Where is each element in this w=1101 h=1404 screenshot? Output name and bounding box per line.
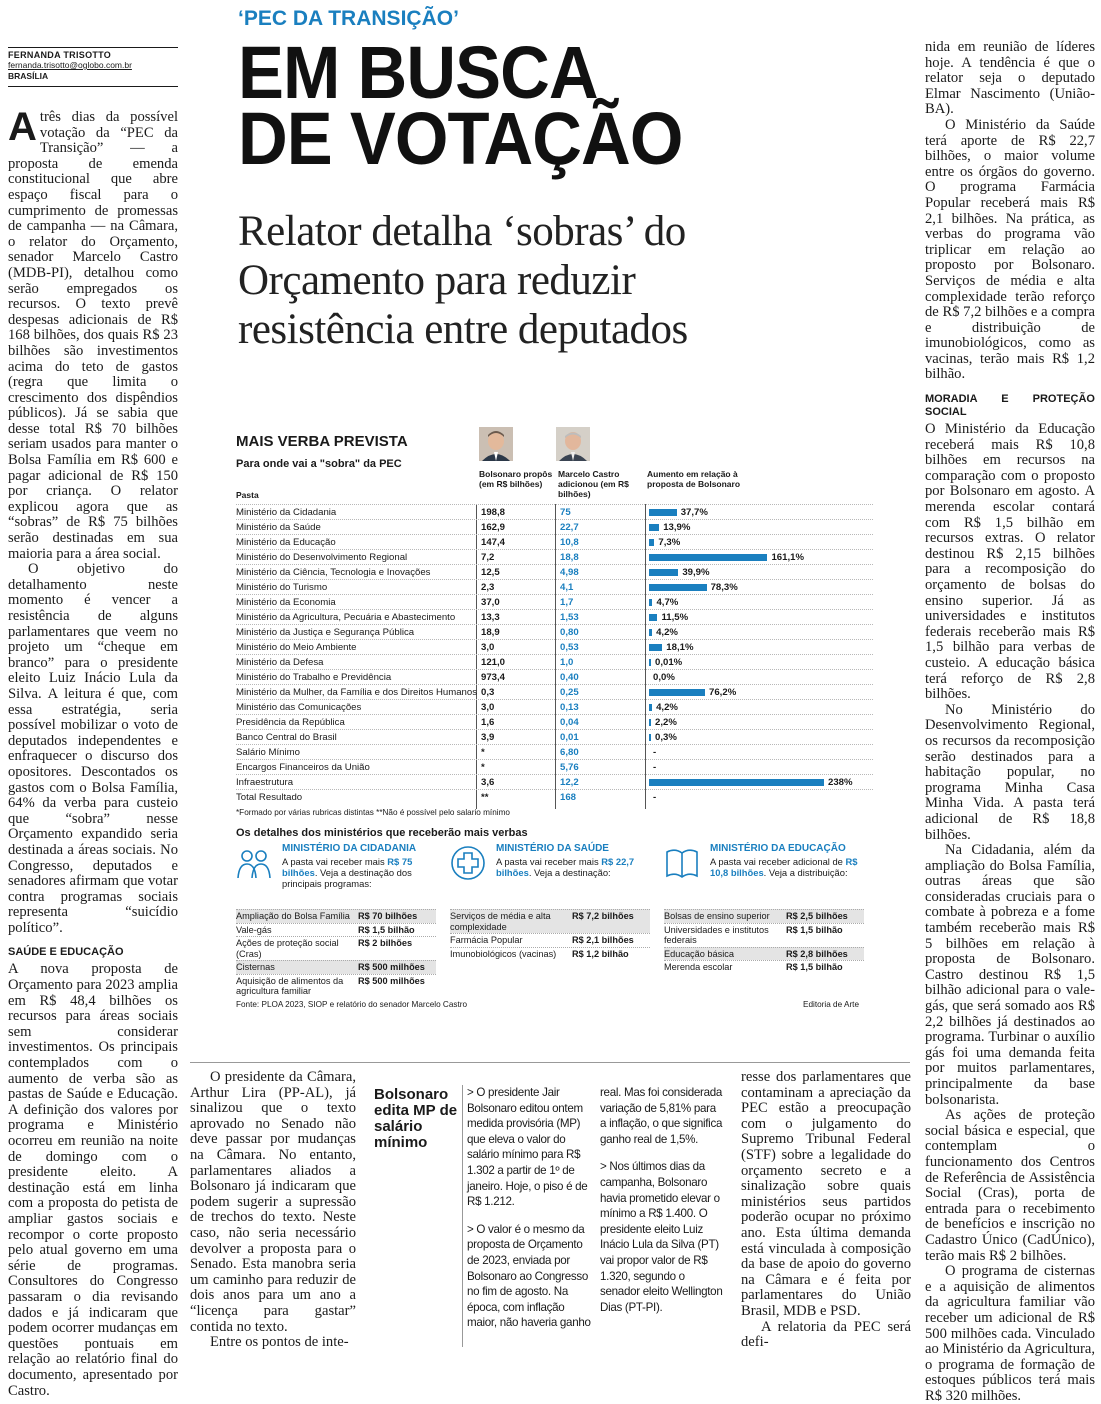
headline-line: EM BUSCA <box>238 31 598 114</box>
pasta-label: Ministério da Economia <box>236 597 336 608</box>
pasta-label: Ministério do Meio Ambiente <box>236 642 357 653</box>
pasta-label: Ministério da Mulher, da Família e dos Direitos Humanos <box>236 687 478 698</box>
increase-label: - <box>653 762 657 773</box>
castro-value: 1,7 <box>560 597 574 608</box>
pasta-label: Ministério das Comunicações <box>236 702 362 713</box>
row-value: R$ 2,5 bilhões <box>786 911 848 921</box>
infographic <box>236 425 873 1020</box>
graphic-subtitle: Para onde vai a "sobra" da PEC <box>236 458 402 470</box>
row-label: Vale-gás <box>236 924 272 935</box>
ministry-row <box>236 974 436 998</box>
byline <box>8 47 178 81</box>
bolsonaro-value: 147,4 <box>481 537 506 548</box>
increase-label: 4,2% <box>656 627 678 638</box>
table-row <box>236 759 873 774</box>
ministry-row <box>450 909 650 933</box>
row-value: R$ 500 milhões <box>358 975 425 986</box>
castro-value: 12,2 <box>560 777 579 788</box>
row-label: Merenda escolar <box>664 962 733 972</box>
table-footnote: *Formado por várias rubricas distintas **Não é possível pelo salario mínimo <box>236 808 510 817</box>
bolsonaro-value: 3,0 <box>481 642 495 653</box>
paragraph: nida em reunião de líderes hoje. A tendência é que o relator seja o deputado Elmar Nascimento (União-BA). <box>925 39 1095 118</box>
increase-bar <box>649 569 678 576</box>
sidebar-column <box>467 1085 591 1343</box>
row-value: R$ 2 bilhões <box>358 938 413 948</box>
desc-text: . Veja a destinação: <box>528 867 611 878</box>
ministry-row <box>664 909 864 923</box>
paragraph: O Ministério da Educação receberá mais R$ 10,8 bilhões em recursos na comparação com o proposto por Bolsonaro em agosto. A merenda escolar contará com R$ 1,5 bilhão em recursos extras. O relator destinou R$ 2,15 bilhões para a recomposição do orçamento de bolsas do ensino superior. Já as universidades e institutos federais receberão mais R$ 1,5 bilhão para verbas de custeio. A educação básica terá reforço de R$ 2,8 bilhões. <box>925 421 1095 703</box>
bolsonaro-value: 1,6 <box>481 717 495 728</box>
increase-bar <box>649 734 651 741</box>
table-row <box>236 744 873 759</box>
ministry-description <box>710 856 870 878</box>
paragraph: Na Cidadania, além da ampliação do Bolsa Família, outras áreas que são consideradas cruciais para o combate à pobreza e a fome também receberão mais R$ 5 bilhões em relação à proposta de Bolsonaro. Castro destinou R$ 1,5 bilhão adicional para o vale-gás, que será somado aos R$ 2,2 bilhões já destinados ao programa. Turbinar o auxílio gás foi uma demanda feita por muitos parlamentares, principalmente da base bolsonarista. <box>925 842 1095 1108</box>
desc-amount: R$ 75 bilhões <box>282 856 413 878</box>
people-icon <box>236 845 272 881</box>
row-value: R$ 1,5 bilhão <box>786 962 843 972</box>
castro-value: 0,13 <box>560 702 579 713</box>
pasta-label: Ministério do Turismo <box>236 582 328 593</box>
row-value: R$ 500 milhões <box>358 962 425 972</box>
castro-value: 1,0 <box>560 657 574 668</box>
castro-value: 10,8 <box>560 537 579 548</box>
increase-bar <box>649 689 705 696</box>
increase-label: - <box>653 747 657 758</box>
bolsonaro-value: 7,2 <box>481 552 495 563</box>
castro-value: 0,01 <box>560 732 579 743</box>
bolsonaro-value: ** <box>481 792 489 803</box>
dateline: BRASÍLIA <box>8 71 49 81</box>
increase-bar <box>649 704 652 711</box>
ministry-rows <box>664 909 864 974</box>
details-title: Os detalhes dos ministérios que receberão mais verbas <box>236 827 528 839</box>
row-label: Universidades e institutos federais <box>664 924 769 945</box>
ministry-title: MINISTÉRIO DA CIDADANIA <box>282 843 417 854</box>
castro-value: 22,7 <box>560 522 579 533</box>
section-rule <box>190 1062 910 1063</box>
increase-label: 2,2% <box>655 717 677 728</box>
increase-bar <box>649 644 662 651</box>
ministry-row <box>664 923 864 947</box>
paragraph: As ações de proteção social básica e especial, que contemplam o funcionamento dos Centros de Referência de Assistência Social (Cras), porta de entrada para o recebimento de benefícios e inscrição no Cadastro Único (CadÚnico), terão mais R$ 2 bilhões. <box>925 1107 1095 1264</box>
table-row <box>236 789 873 804</box>
pasta-label: Salário Mínimo <box>236 747 300 758</box>
castro-value: 4,98 <box>560 567 579 578</box>
castro-value: 0,25 <box>560 687 579 698</box>
column-header-pasta: Pasta <box>236 490 259 500</box>
bolsonaro-value: 198,8 <box>481 507 506 518</box>
increase-bar <box>649 614 657 621</box>
increase-label: 13,9% <box>663 522 691 533</box>
row-label: Cisternas <box>236 962 275 972</box>
paragraph: O Ministério da Saúde terá aporte de R$ 22,7 bilhões, o maior volume entre os órgãos do governo. O programa Farmácia Popular receberá mais R$ 2,1 bilhões. Na prática, as verbas do programa vão triplicar em relação ao proposto por Bolsonaro. Serviços de média e alta complexidade terão reforço de R$ 7,2 bilhões e a compra e distribuição de imunobiológicos, como as vacinas, terão mais R$ 1,2 bilhão. <box>925 116 1095 383</box>
pasta-label: Total Resultado <box>236 792 303 803</box>
author-name: FERNANDA TRISOTTO <box>8 47 178 60</box>
table-row <box>236 534 873 549</box>
sidebar-box <box>364 1070 739 1340</box>
author-email[interactable]: fernanda.trisotto@oglobo.com.br <box>8 60 132 70</box>
bolsonaro-photo <box>479 427 513 461</box>
castro-value: 0,53 <box>560 642 579 653</box>
table-row <box>236 729 873 744</box>
increase-bar <box>649 539 654 546</box>
row-label: Ações de proteção social (Cras) <box>236 938 339 959</box>
increase-label: 238% <box>828 777 853 788</box>
article-column-3 <box>741 1069 911 1351</box>
bolsonaro-value: 3,0 <box>481 702 495 713</box>
ministry-row <box>664 947 864 961</box>
increase-label: 78,3% <box>710 582 738 593</box>
increase-label: 4,7% <box>656 597 679 608</box>
row-value: R$ 7,2 bilhões <box>572 911 634 921</box>
row-value: R$ 1,5 bilhão <box>358 924 415 935</box>
increase-label: 161,1% <box>771 552 804 563</box>
bolsonaro-value: 12,5 <box>481 567 500 578</box>
headline <box>238 31 683 180</box>
bolsonaro-value: 0,3 <box>481 687 495 698</box>
castro-value: 168 <box>560 792 577 803</box>
desc-text: A pasta vai receber adicional de <box>710 856 846 867</box>
column-header-aumento: Aumento em relação à proposta de Bolsonaro <box>647 469 741 489</box>
paragraph-text: três dias da possível votação da “PEC da Transição” — a proposta de emenda constitucional que abre espaço fiscal para o cumprimento de promessas de campanha — na Câmara, o relator do Orçamento, senador Marcelo Castro (MDB-PI), detalhou como serão empregados os recursos. O texto prevê despesas adicionais de R$ 168 bilhões, dos quais R$ 23 bilhões são investimentos acima do teto de gastos (regra que limita o crescimento dos dispêndios públicos). Já se sabia que desse total R$ 70 bilhões seriam usados para manter o Bolsa Família em R$ 600 e pagar adicional de R$ 150 por criança. O relator explicou agora que as “sobras” de R$ 75 bilhões serão destinadas em sua maioria para a área social. <box>8 109 178 562</box>
sidebar-column <box>600 1085 724 1327</box>
bolsonaro-value: 162,9 <box>481 522 506 533</box>
bolsonaro-value: 13,3 <box>481 612 500 623</box>
desc-text: A pasta vai receber mais <box>282 856 388 867</box>
table-row <box>236 774 873 789</box>
increase-label: - <box>653 792 657 803</box>
increase-bar <box>649 779 824 786</box>
deck <box>238 207 888 354</box>
bolsonaro-value: * <box>481 762 485 773</box>
row-label: Educação básica <box>664 948 734 959</box>
row-value: R$ 2,1 bilhões <box>572 935 634 945</box>
ministry-row <box>664 960 864 974</box>
subhead: SAÚDE E EDUCAÇÃO <box>8 946 124 959</box>
desc-text: . Veja a distribuição: <box>763 867 848 878</box>
table-row <box>236 564 873 579</box>
increase-label: 4,2% <box>656 702 678 713</box>
increase-label: 76,2% <box>709 687 737 698</box>
pasta-label: Ministério da Defesa <box>236 657 324 668</box>
ministry-rows <box>450 909 650 960</box>
row-label: Bolsas de ensino superior <box>664 911 770 921</box>
article-column-4 <box>925 39 1095 1404</box>
increase-bar <box>649 599 652 606</box>
table-row <box>236 594 873 609</box>
table-row <box>236 579 873 594</box>
column-header-castro: Marcelo Castro adicionou (em R$ bilhões) <box>558 469 629 499</box>
ministry-row <box>450 933 650 947</box>
table-row <box>236 609 873 624</box>
pasta-label: Ministério da Agricultura, Pecuária e Abastecimento <box>236 612 456 623</box>
bolsonaro-value: 18,9 <box>481 627 500 638</box>
desc-amount: R$ 10,8 bilhões <box>710 856 858 878</box>
ministry-rows <box>236 909 436 998</box>
row-label: Aquisição de alimentos da agricultura familiar <box>236 975 344 996</box>
paragraph: A nova proposta de Orçamento para 2023 amplia em R$ 48,4 bilhões os recursos para áreas sociais sem considerar investimentos. Os principais contemplados com o aumento de verba são as pastas de Saúde e Educação. A definição dos valores por programa e Ministério ocorreu em reunião na noite de domingo com o presidente eleito. A destinação está em linha com a proposta do petista de ampliar gastos sociais e recompor o corte proposto pelo atual governo em uma série de programas. Consultores do Congresso passaram o dia revisando dados e já indicaram que podem ocorrer mudanças em questões pontuais em relação ao relatório final do documento, apresentado por Castro. <box>8 961 178 1399</box>
table-row <box>236 684 873 699</box>
kicker: ‘PEC DA TRANSIÇÃO’ <box>238 7 459 30</box>
article-column-2 <box>190 1069 356 1351</box>
health-cross-icon <box>450 845 486 881</box>
paragraph: O presidente da Câmara, Arthur Lira (PP-AL), já sinalizou que o texto aprovado no Senado não deve passar por mudanças na Câmara. No entanto, parlamentares aliados a Bolsonaro já indicaram que podem sugerir a supressão de trechos do texto. Neste caso, não seria necessário devolver a proposta para o Senado. Esta manobra seria um caminho para reduzir de dois anos para um ano a “licença para gastar” contida no texto. <box>190 1069 356 1335</box>
row-value: R$ 2,8 bilhões <box>786 948 848 959</box>
increase-bar <box>649 584 707 591</box>
castro-value: 0,40 <box>560 672 579 683</box>
table-row <box>236 714 873 729</box>
marcelo-castro-photo <box>556 427 590 461</box>
pasta-label: Ministério da Educação <box>236 537 336 548</box>
desc-text: A pasta vai receber mais <box>496 856 602 867</box>
pasta-label: Ministério do Desenvolvimento Regional <box>236 552 408 563</box>
castro-value: 5,76 <box>560 762 579 773</box>
row-label: Serviços de média e alta complexidade <box>450 911 551 932</box>
graphic-title: MAIS VERBA PREVISTA <box>236 433 408 450</box>
budget-table <box>236 504 873 804</box>
deck-line: resistência entre deputados <box>238 306 688 353</box>
paragraph: O objetivo do detalhamento neste momento é vencer a resistência de alguns parlamentares que veem no projeto um “cheque em branco” para o presidente eleito Luiz Inácio Lula da Silva. A leitura é que, com essa estratégia, seria possível mobilizar o voto de deputados independentes e enfraquecer o discurso dos opositores. Descontados os gastos com o Bolsa Família, 64% da verba para custeio que “sobra” nesse Orçamento expandido seria destinada a áreas sociais. No Congresso, deputados e senadores afirmam que votar contra programas sociais representa “suicídio político”. <box>8 561 178 936</box>
paragraph: Entre os pontos de inte- <box>210 1334 349 1351</box>
increase-bar <box>649 629 652 636</box>
headline-line: DE VOTAÇÃO <box>238 97 683 180</box>
bolsonaro-value: 37,0 <box>481 597 500 608</box>
table-row <box>236 654 873 669</box>
sidebar-divider <box>462 1085 463 1347</box>
paragraph: A relatoria da PEC será defi- <box>741 1318 911 1351</box>
castro-value: 75 <box>560 507 571 518</box>
row-value: R$ 1,5 bilhão <box>786 924 843 935</box>
ministry-row <box>236 936 436 960</box>
book-icon <box>664 845 700 881</box>
pasta-label: Ministério da Cidadania <box>236 507 337 518</box>
bolsonaro-value: 973,4 <box>481 672 506 683</box>
article-column-1 <box>8 105 178 1399</box>
ministry-description <box>496 856 656 878</box>
row-value: R$ 70 bilhões <box>358 911 418 921</box>
sidebar-item: real. Mas foi considerada variação de 5,81% para a inflação, o que significa ganho real de 1,5%. <box>600 1086 723 1146</box>
sidebar-title: Bolsonaro edita MP de salário mínimo <box>374 1086 458 1151</box>
pasta-label: Infraestrutura <box>236 777 294 788</box>
paragraph: resse dos parlamentares que contaminam a apreciação da PEC estão a preocupação com o julgamento do Supremo Tribunal Federal (STF) sobre a legalidade do orçamento secreto e a sinalização sobre quais ministérios seus partidos poderão ocupar no próximo ano. Esta última demanda está vinculada à composição da base de apoio do governo na Câmara e é feita por parlamentares do União Brasil, MDB e PSD. <box>741 1069 911 1319</box>
subhead: MORADIA E PROTEÇÃO SOCIAL <box>925 393 1095 419</box>
graphic-source: Fonte: PLOA 2023, SIOP e relatório do senador Marcelo Castro <box>236 1000 468 1009</box>
table-row <box>236 504 873 519</box>
ministry-title: MINISTÉRIO DA EDUCAÇÃO <box>710 843 846 854</box>
table-row <box>236 624 873 639</box>
sidebar-item: > O presidente Jair Bolsonaro editou ontem medida provisória (MP) que eleva o valor do salário mínimo para R$ 1.302 a partir de 1º de janeiro. Hoje, o piso é de R$ 1.212. <box>467 1086 588 1209</box>
table-row <box>236 699 873 714</box>
row-label: Ampliação do Bolsa Família <box>236 911 350 921</box>
castro-value: 18,8 <box>560 552 579 563</box>
bolsonaro-value: 2,3 <box>481 582 495 593</box>
castro-value: 4,1 <box>560 582 574 593</box>
pasta-label: Ministério da Ciência, Tecnologia e Inovações <box>236 567 431 578</box>
increase-label: 0,0% <box>653 672 675 683</box>
increase-bar <box>649 524 659 531</box>
castro-value: 1,53 <box>560 612 579 623</box>
increase-label: 7,3% <box>658 537 681 548</box>
table-row <box>236 639 873 654</box>
castro-value: 0,04 <box>560 717 579 728</box>
ministry-row <box>236 960 436 974</box>
increase-label: 39,9% <box>682 567 710 578</box>
increase-label: 37,7% <box>680 507 708 518</box>
pasta-label: Ministério do Trabalho e Previdência <box>236 672 392 683</box>
bolsonaro-value: 3,9 <box>481 732 495 743</box>
table-row <box>236 549 873 564</box>
increase-bar <box>649 719 651 726</box>
table-row <box>236 669 873 684</box>
deck-line: Relator detalha ‘sobras’ do <box>238 208 686 255</box>
graphic-credit: Editoria de Arte <box>803 1000 859 1009</box>
sidebar-item: > Nos últimos dias da campanha, Bolsonaro havia prometido elevar o mínimo a R$ 1.400. O presidente eleito Luiz Inácio Lula da Silva (PT) vai propor valor de R$ 1.320, segundo o senador eleito Wellington Dias (PT-PI). <box>600 1160 723 1314</box>
increase-label: 0,01% <box>655 657 683 668</box>
paragraph: O programa de cisternas e a aquisição de alimentos da agricultura familiar vão receber um adicional de R$ 500 milhões cada. Vinculado ao Ministério da Agricultura, o programa de formação de estoques públicos terá mais R$ 320 milhões. <box>925 1263 1095 1404</box>
row-label: Farmácia Popular <box>450 935 523 945</box>
desc-amount: R$ 22,7 bilhões <box>496 856 635 878</box>
castro-value: 0,80 <box>560 627 579 638</box>
pasta-label: Presidência da República <box>236 717 345 728</box>
column-header-bolsonaro: Bolsonaro propôs (em R$ bilhões) <box>479 469 553 489</box>
bolsonaro-value: 3,6 <box>481 777 495 788</box>
pasta-label: Banco Central do Brasil <box>236 732 337 743</box>
pasta-label: Ministério da Saúde <box>236 522 321 533</box>
increase-bar <box>649 509 677 516</box>
paragraph: No Ministério do Desenvolvimento Regional, os recursos da recomposição serão destinados para a habitação popular, no programa Minha Casa Minha Vida. A pasta terá adicional de R$ 18,8 bilhões. <box>925 701 1095 843</box>
byline-rule <box>8 86 178 87</box>
drop-cap: A <box>8 105 37 149</box>
bolsonaro-value: 121,0 <box>481 657 506 668</box>
increase-label: 11,5% <box>661 612 689 623</box>
castro-value: 6,80 <box>560 747 579 758</box>
ministry-title: MINISTÉRIO DA SAÚDE <box>496 843 609 854</box>
ministry-description <box>282 856 442 889</box>
row-value: R$ 1,2 bilhão <box>572 948 629 959</box>
bolsonaro-value: * <box>481 747 485 758</box>
increase-label: 0,3% <box>655 732 677 743</box>
deck-line: Orçamento para reduzir <box>238 257 636 304</box>
ministry-row <box>236 909 436 923</box>
ministry-row <box>450 947 650 961</box>
pasta-label: Encargos Financeiros da União <box>236 762 370 773</box>
ministry-row <box>236 923 436 937</box>
desc-text: . Veja a destinação dos principais programas: <box>282 867 412 889</box>
table-row <box>236 519 873 534</box>
row-label: Imunobiológicos (vacinas) <box>450 948 557 959</box>
lead-paragraph <box>8 105 178 562</box>
increase-label: 18,1% <box>666 642 694 653</box>
pasta-label: Ministério da Justiça e Segurança Pública <box>236 627 415 638</box>
sidebar-item: > O valor é o mesmo da proposta de Orçamento de 2023, enviada por Bolsonaro ao Congresso no fim de agosto. Na época, com inflação maior, não haveria ganho <box>467 1222 591 1330</box>
increase-bar <box>649 659 651 666</box>
increase-bar <box>649 554 767 561</box>
